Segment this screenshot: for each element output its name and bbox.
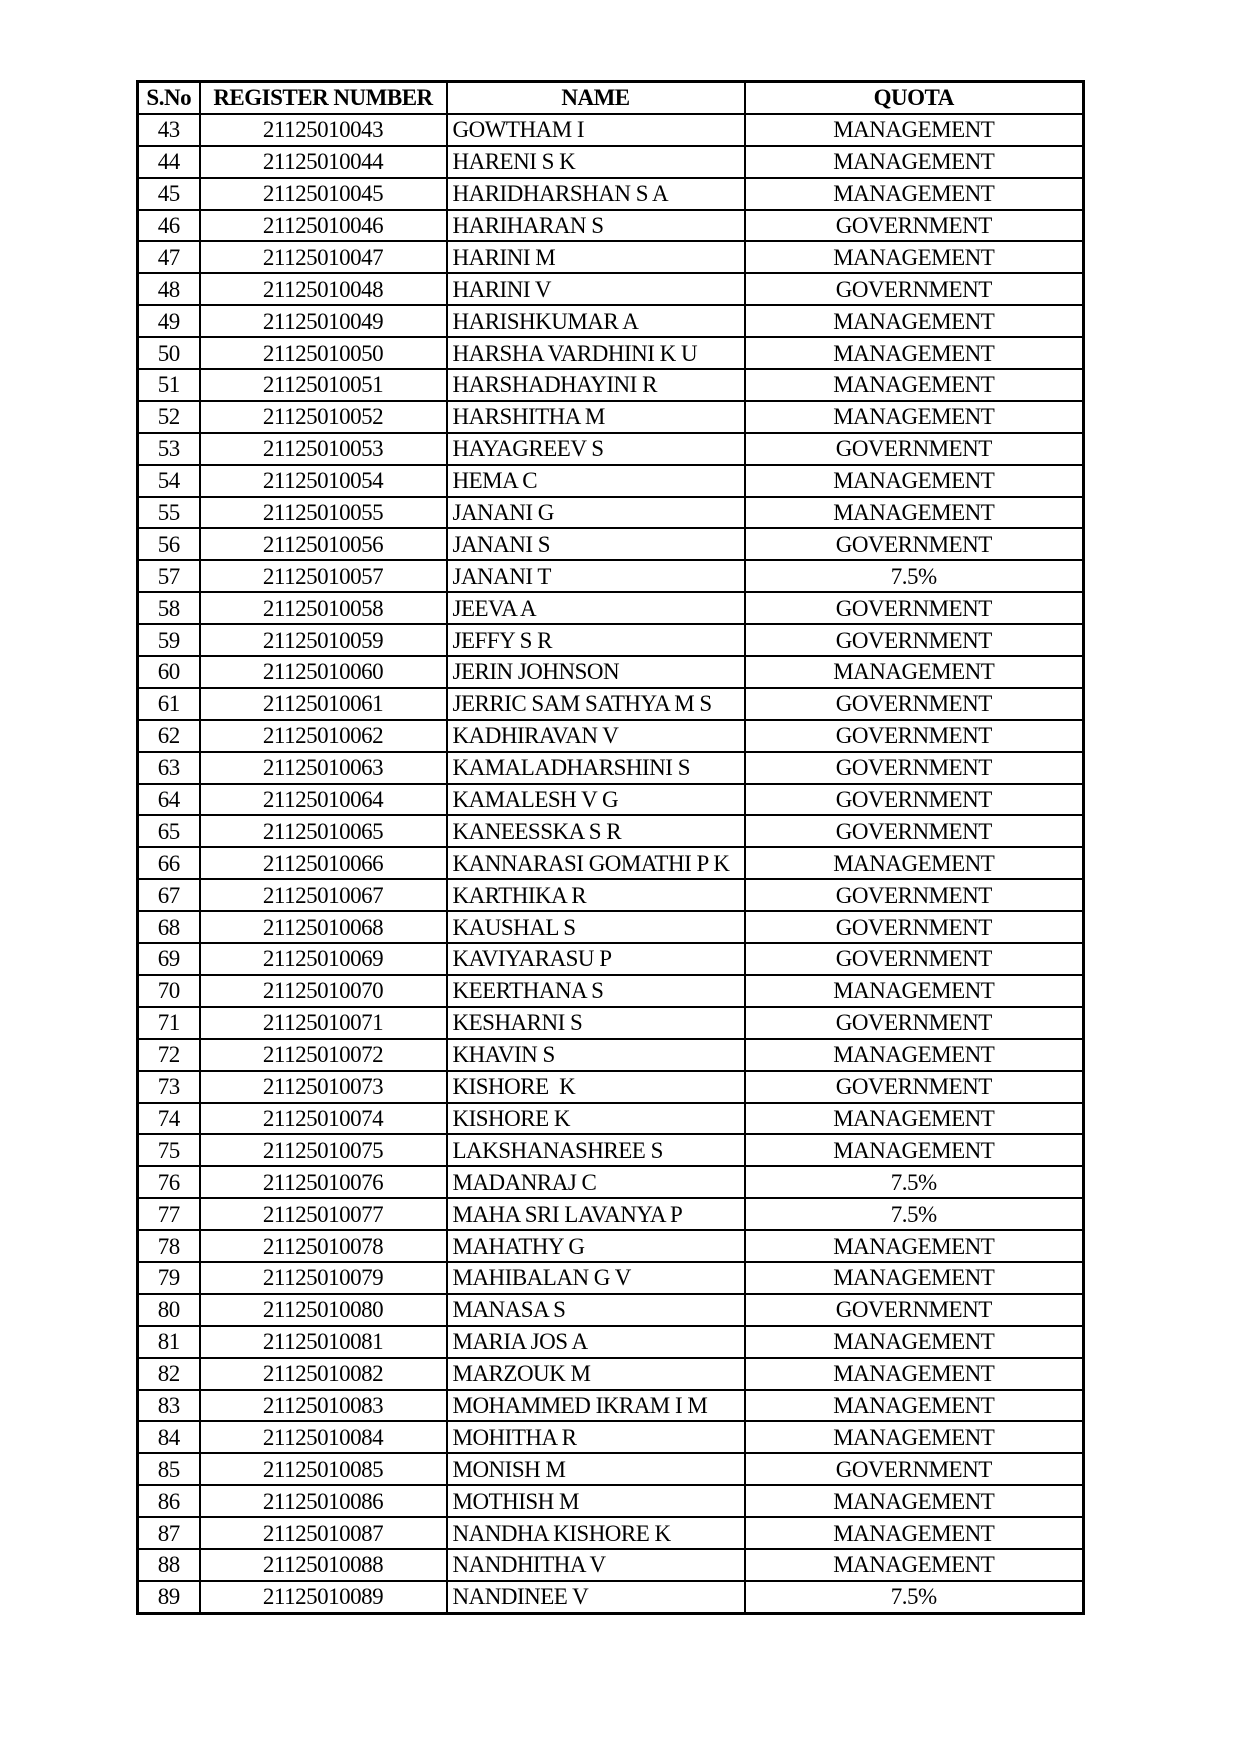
cell-quota: 7.5%	[745, 1166, 1084, 1198]
cell-student-name: MARIA JOS A	[447, 1326, 745, 1358]
cell-student-name: MADANRAJ C	[447, 1166, 745, 1198]
table-row	[138, 1549, 1084, 1581]
cell-serial-number: 48	[138, 273, 200, 305]
cell-serial-number: 72	[138, 1039, 200, 1071]
cell-quota: GOVERNMENT	[745, 752, 1084, 784]
cell-student-name: KANNARASI GOMATHI P K	[447, 847, 745, 879]
cell-student-name: MOHAMMED IKRAM I M	[447, 1390, 745, 1422]
cell-quota: GOVERNMENT	[745, 528, 1084, 560]
cell-register-number: 21125010056	[200, 528, 447, 560]
cell-student-name: HAYAGREEV S	[447, 433, 745, 465]
cell-student-name: KANEESSKA S R	[447, 815, 745, 847]
table-row	[138, 784, 1084, 816]
cell-student-name: MOHITHA R	[447, 1421, 745, 1453]
cell-quota: MANAGEMENT	[745, 1230, 1084, 1262]
column-header-serial-number: S.No	[138, 82, 200, 114]
cell-register-number: 21125010065	[200, 815, 447, 847]
cell-student-name: HARSHA VARDHINI K U	[447, 337, 745, 369]
cell-register-number: 21125010045	[200, 178, 447, 210]
cell-register-number: 21125010086	[200, 1485, 447, 1517]
cell-quota: MANAGEMENT	[745, 1358, 1084, 1390]
cell-serial-number: 83	[138, 1390, 200, 1422]
cell-quota: MANAGEMENT	[745, 401, 1084, 433]
cell-student-name: HARISHKUMAR A	[447, 305, 745, 337]
cell-serial-number: 57	[138, 560, 200, 592]
cell-serial-number: 80	[138, 1294, 200, 1326]
cell-student-name: KHAVIN S	[447, 1039, 745, 1071]
cell-quota: GOVERNMENT	[745, 784, 1084, 816]
cell-register-number: 21125010063	[200, 752, 447, 784]
table-row	[138, 337, 1084, 369]
cell-quota: GOVERNMENT	[745, 943, 1084, 975]
table-row	[138, 1103, 1084, 1135]
cell-serial-number: 74	[138, 1103, 200, 1135]
cell-quota: MANAGEMENT	[745, 1103, 1084, 1135]
cell-quota: MANAGEMENT	[745, 337, 1084, 369]
cell-student-name: GOWTHAM I	[447, 114, 745, 146]
table-row	[138, 1294, 1084, 1326]
cell-quota: GOVERNMENT	[745, 911, 1084, 943]
cell-register-number: 21125010046	[200, 210, 447, 242]
cell-quota: MANAGEMENT	[745, 1039, 1084, 1071]
cell-student-name: KESHARNI S	[447, 1007, 745, 1039]
cell-register-number: 21125010077	[200, 1198, 447, 1230]
cell-serial-number: 69	[138, 943, 200, 975]
cell-student-name: KEERTHANA S	[447, 975, 745, 1007]
table-row	[138, 1326, 1084, 1358]
cell-register-number: 21125010048	[200, 273, 447, 305]
cell-quota: MANAGEMENT	[745, 1262, 1084, 1294]
cell-register-number: 21125010082	[200, 1358, 447, 1390]
table-row	[138, 369, 1084, 401]
cell-register-number: 21125010088	[200, 1549, 447, 1581]
table-row	[138, 592, 1084, 624]
cell-student-name: JERRIC SAM SATHYA M S	[447, 688, 745, 720]
cell-register-number: 21125010072	[200, 1039, 447, 1071]
table-row	[138, 624, 1084, 656]
cell-student-name: NANDINEE V	[447, 1581, 745, 1613]
cell-register-number: 21125010076	[200, 1166, 447, 1198]
cell-serial-number: 52	[138, 401, 200, 433]
table-row	[138, 114, 1084, 146]
cell-register-number: 21125010062	[200, 720, 447, 752]
cell-student-name: JEEVA A	[447, 592, 745, 624]
cell-serial-number: 77	[138, 1198, 200, 1230]
table-row	[138, 1039, 1084, 1071]
cell-register-number: 21125010047	[200, 241, 447, 273]
table-row	[138, 465, 1084, 497]
table-row	[138, 433, 1084, 465]
table-row	[138, 1134, 1084, 1166]
cell-serial-number: 53	[138, 433, 200, 465]
cell-quota: 7.5%	[745, 1198, 1084, 1230]
cell-serial-number: 70	[138, 975, 200, 1007]
cell-register-number: 21125010068	[200, 911, 447, 943]
table-row	[138, 911, 1084, 943]
table-row	[138, 210, 1084, 242]
table-row	[138, 752, 1084, 784]
cell-register-number: 21125010061	[200, 688, 447, 720]
table-row	[138, 241, 1084, 273]
cell-quota: MANAGEMENT	[745, 975, 1084, 1007]
cell-serial-number: 55	[138, 497, 200, 529]
cell-quota: MANAGEMENT	[745, 656, 1084, 688]
cell-register-number: 21125010069	[200, 943, 447, 975]
cell-register-number: 21125010044	[200, 146, 447, 178]
cell-student-name: KAUSHAL S	[447, 911, 745, 943]
cell-register-number: 21125010075	[200, 1134, 447, 1166]
cell-serial-number: 63	[138, 752, 200, 784]
cell-student-name: JANANI G	[447, 497, 745, 529]
cell-student-name: JANANI T	[447, 560, 745, 592]
cell-serial-number: 44	[138, 146, 200, 178]
table-row	[138, 1071, 1084, 1103]
cell-serial-number: 73	[138, 1071, 200, 1103]
cell-quota: MANAGEMENT	[745, 369, 1084, 401]
cell-serial-number: 87	[138, 1517, 200, 1549]
cell-register-number: 21125010079	[200, 1262, 447, 1294]
cell-serial-number: 86	[138, 1485, 200, 1517]
cell-register-number: 21125010049	[200, 305, 447, 337]
cell-student-name: HARSHADHAYINI R	[447, 369, 745, 401]
table-row	[138, 1262, 1084, 1294]
cell-quota: MANAGEMENT	[745, 305, 1084, 337]
table-row	[138, 879, 1084, 911]
cell-quota: MANAGEMENT	[745, 1549, 1084, 1581]
cell-student-name: HARENI S K	[447, 146, 745, 178]
cell-quota: MANAGEMENT	[745, 465, 1084, 497]
cell-serial-number: 66	[138, 847, 200, 879]
cell-register-number: 21125010054	[200, 465, 447, 497]
cell-serial-number: 61	[138, 688, 200, 720]
cell-serial-number: 59	[138, 624, 200, 656]
cell-serial-number: 62	[138, 720, 200, 752]
table-row	[138, 847, 1084, 879]
cell-serial-number: 71	[138, 1007, 200, 1039]
cell-quota: GOVERNMENT	[745, 210, 1084, 242]
table-row	[138, 1453, 1084, 1485]
table-row	[138, 528, 1084, 560]
table-row	[138, 1198, 1084, 1230]
cell-student-name: MAHATHY G	[447, 1230, 745, 1262]
cell-quota: 7.5%	[745, 1581, 1084, 1613]
cell-serial-number: 60	[138, 656, 200, 688]
cell-student-name: HARSHITHA M	[447, 401, 745, 433]
table-row	[138, 975, 1084, 1007]
cell-register-number: 21125010084	[200, 1421, 447, 1453]
cell-register-number: 21125010070	[200, 975, 447, 1007]
cell-student-name: MARZOUK M	[447, 1358, 745, 1390]
students-roster-table	[136, 80, 1085, 1615]
cell-serial-number: 51	[138, 369, 200, 401]
cell-student-name: HARIHARAN S	[447, 210, 745, 242]
cell-serial-number: 54	[138, 465, 200, 497]
cell-quota: GOVERNMENT	[745, 815, 1084, 847]
cell-serial-number: 43	[138, 114, 200, 146]
cell-serial-number: 78	[138, 1230, 200, 1262]
cell-serial-number: 46	[138, 210, 200, 242]
cell-serial-number: 64	[138, 784, 200, 816]
cell-student-name: HARIDHARSHAN S A	[447, 178, 745, 210]
cell-student-name: NANDHITHA V	[447, 1549, 745, 1581]
cell-register-number: 21125010081	[200, 1326, 447, 1358]
column-header-register-number: REGISTER NUMBER	[200, 82, 447, 114]
cell-serial-number: 75	[138, 1134, 200, 1166]
cell-register-number: 21125010060	[200, 656, 447, 688]
cell-student-name: KADHIRAVAN V	[447, 720, 745, 752]
cell-quota: GOVERNMENT	[745, 1453, 1084, 1485]
cell-register-number: 21125010050	[200, 337, 447, 369]
cell-student-name: KISHORE K	[447, 1071, 745, 1103]
cell-serial-number: 89	[138, 1581, 200, 1613]
cell-student-name: MANASA S	[447, 1294, 745, 1326]
cell-student-name: KAMALESH V G	[447, 784, 745, 816]
cell-student-name: MOTHISH M	[447, 1485, 745, 1517]
table-row	[138, 1390, 1084, 1422]
table-row	[138, 1485, 1084, 1517]
cell-quota: GOVERNMENT	[745, 433, 1084, 465]
cell-student-name: HEMA C	[447, 465, 745, 497]
table-row	[138, 1358, 1084, 1390]
cell-register-number: 21125010064	[200, 784, 447, 816]
cell-serial-number: 45	[138, 178, 200, 210]
cell-serial-number: 79	[138, 1262, 200, 1294]
cell-register-number: 21125010066	[200, 847, 447, 879]
cell-quota: MANAGEMENT	[745, 1326, 1084, 1358]
cell-student-name: KAVIYARASU P	[447, 943, 745, 975]
cell-register-number: 21125010053	[200, 433, 447, 465]
cell-register-number: 21125010052	[200, 401, 447, 433]
table-row	[138, 1166, 1084, 1198]
cell-quota: GOVERNMENT	[745, 1007, 1084, 1039]
column-header-name: NAME	[447, 82, 745, 114]
cell-serial-number: 58	[138, 592, 200, 624]
cell-student-name: LAKSHANASHREE S	[447, 1134, 745, 1166]
cell-quota: MANAGEMENT	[745, 1517, 1084, 1549]
cell-register-number: 21125010055	[200, 497, 447, 529]
cell-quota: GOVERNMENT	[745, 879, 1084, 911]
cell-quota: GOVERNMENT	[745, 688, 1084, 720]
cell-quota: MANAGEMENT	[745, 1421, 1084, 1453]
cell-student-name: NANDHA KISHORE K	[447, 1517, 745, 1549]
table-row	[138, 943, 1084, 975]
cell-student-name: JANANI S	[447, 528, 745, 560]
cell-serial-number: 50	[138, 337, 200, 369]
table-row	[138, 656, 1084, 688]
cell-serial-number: 76	[138, 1166, 200, 1198]
cell-quota: GOVERNMENT	[745, 1071, 1084, 1103]
cell-serial-number: 65	[138, 815, 200, 847]
cell-quota: GOVERNMENT	[745, 624, 1084, 656]
table-row	[138, 273, 1084, 305]
table-row	[138, 497, 1084, 529]
table-row	[138, 1421, 1084, 1453]
cell-quota: MANAGEMENT	[745, 847, 1084, 879]
table-row	[138, 1230, 1084, 1262]
cell-register-number: 21125010043	[200, 114, 447, 146]
cell-student-name: KARTHIKA R	[447, 879, 745, 911]
cell-serial-number: 85	[138, 1453, 200, 1485]
cell-serial-number: 84	[138, 1421, 200, 1453]
cell-student-name: MAHA SRI LAVANYA P	[447, 1198, 745, 1230]
table-row	[138, 1517, 1084, 1549]
cell-quota: MANAGEMENT	[745, 241, 1084, 273]
cell-register-number: 21125010089	[200, 1581, 447, 1613]
cell-student-name: KAMALADHARSHINI S	[447, 752, 745, 784]
table-row	[138, 305, 1084, 337]
cell-register-number: 21125010058	[200, 592, 447, 624]
cell-quota: MANAGEMENT	[745, 1485, 1084, 1517]
cell-student-name: MONISH M	[447, 1453, 745, 1485]
cell-student-name: KISHORE K	[447, 1103, 745, 1135]
table-row	[138, 146, 1084, 178]
cell-register-number: 21125010071	[200, 1007, 447, 1039]
cell-quota: 7.5%	[745, 560, 1084, 592]
table-row	[138, 560, 1084, 592]
cell-quota: MANAGEMENT	[745, 146, 1084, 178]
table-row	[138, 720, 1084, 752]
cell-serial-number: 47	[138, 241, 200, 273]
cell-serial-number: 81	[138, 1326, 200, 1358]
cell-quota: MANAGEMENT	[745, 178, 1084, 210]
cell-quota: MANAGEMENT	[745, 1390, 1084, 1422]
cell-register-number: 21125010051	[200, 369, 447, 401]
cell-student-name: MAHIBALAN G V	[447, 1262, 745, 1294]
cell-serial-number: 68	[138, 911, 200, 943]
cell-quota: GOVERNMENT	[745, 1294, 1084, 1326]
cell-serial-number: 56	[138, 528, 200, 560]
cell-register-number: 21125010080	[200, 1294, 447, 1326]
cell-register-number: 21125010057	[200, 560, 447, 592]
cell-quota: GOVERNMENT	[745, 720, 1084, 752]
table-row	[138, 688, 1084, 720]
cell-quota: MANAGEMENT	[745, 1134, 1084, 1166]
cell-student-name: HARINI V	[447, 273, 745, 305]
cell-register-number: 21125010074	[200, 1103, 447, 1135]
table-row	[138, 1007, 1084, 1039]
cell-quota: GOVERNMENT	[745, 592, 1084, 624]
cell-register-number: 21125010073	[200, 1071, 447, 1103]
cell-register-number: 21125010067	[200, 879, 447, 911]
table-row	[138, 815, 1084, 847]
cell-register-number: 21125010083	[200, 1390, 447, 1422]
cell-register-number: 21125010078	[200, 1230, 447, 1262]
cell-serial-number: 67	[138, 879, 200, 911]
cell-quota: GOVERNMENT	[745, 273, 1084, 305]
table-header-row	[138, 82, 1084, 114]
cell-register-number: 21125010087	[200, 1517, 447, 1549]
cell-register-number: 21125010085	[200, 1453, 447, 1485]
cell-quota: MANAGEMENT	[745, 114, 1084, 146]
cell-serial-number: 88	[138, 1549, 200, 1581]
cell-quota: MANAGEMENT	[745, 497, 1084, 529]
cell-serial-number: 49	[138, 305, 200, 337]
table-body	[138, 114, 1084, 1613]
cell-serial-number: 82	[138, 1358, 200, 1390]
cell-student-name: JERIN JOHNSON	[447, 656, 745, 688]
column-header-quota: QUOTA	[745, 82, 1084, 114]
table-row	[138, 401, 1084, 433]
table-row	[138, 1581, 1084, 1613]
cell-register-number: 21125010059	[200, 624, 447, 656]
cell-student-name: JEFFY S R	[447, 624, 745, 656]
cell-student-name: HARINI M	[447, 241, 745, 273]
table-row	[138, 178, 1084, 210]
